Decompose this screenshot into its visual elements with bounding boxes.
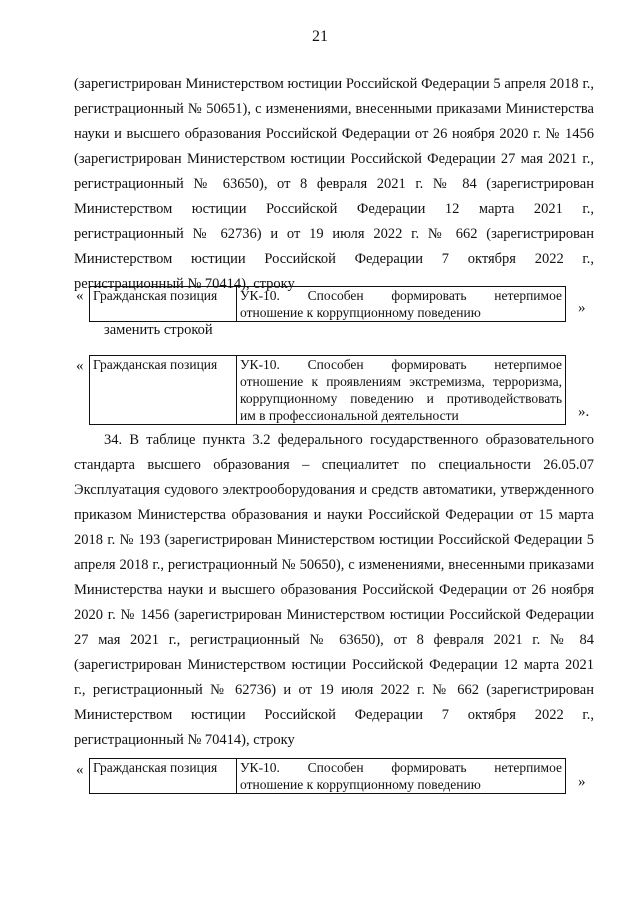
competency-line: отношение к коррупционному поведению	[240, 777, 481, 792]
competency-line: им в профессиональной деятельности	[240, 408, 459, 423]
open-quote: «	[76, 762, 84, 778]
page-number: 21	[312, 28, 328, 45]
paragraph-item-34: 34. В таблице пункта 3.2 федерального государственного образовательного стандарта высшего образования – специалитет по специальности 26.05.07 Эксплуатация судового электрооборудования и средств автоматики, утвержденного приказом Министерства образования и науки Российской Федерации от 15 марта 2018 г. № 193 (зарегистрирован Министерством юстиции Российской Федерации 5 апреля 2018 г., регистрационный № 50650), с изменениями, внесенными приказами Министерства науки и высшего образования Российской Федерации от 26 ноября 2020 г. № 1456 (зарегистрирован Министерством юстиции Российской Федерации 27 мая 2021 г., регистрационный № 63650), от 8 февраля 2021 г. № 84 (зарегистрирован Министерством юстиции Российской Федерации 12 марта 2021 г., регистрационный № 62736) и от 19 июля 2022 г. № 662 (зарегистрирован Министерством юстиции Российской Федерации 7 октября 2022 г., регистрационный № 70414), строку	[74, 432, 594, 748]
competency-line: УК-10. Способен формировать нетерпимое	[240, 357, 562, 372]
table-cell-category: Гражданская позиция	[90, 287, 237, 322]
close-quote: »	[578, 300, 586, 316]
replace-instruction: заменить строкой	[104, 322, 213, 338]
table-row	[90, 287, 566, 322]
competency-line: отношение к коррупционному поведению	[240, 305, 481, 320]
table-cell-category: Гражданская позиция	[90, 759, 237, 794]
competency-line: УК-10. Способен формировать нетерпимое	[240, 288, 562, 303]
new-row-table	[89, 355, 566, 425]
competency-line: коррупционному поведению и противодействовать	[240, 391, 562, 406]
table-cell-competency	[237, 356, 566, 425]
table-row	[90, 759, 566, 794]
competency-line: отношение к проявлениям экстремизма, терроризма,	[240, 374, 562, 389]
replaced-row-table	[89, 758, 566, 794]
close-quote: ».	[578, 404, 590, 420]
open-quote: «	[76, 288, 84, 304]
open-quote: «	[76, 358, 84, 374]
competency-line: УК-10. Способен формировать нетерпимое	[240, 760, 562, 775]
table-cell-competency	[237, 287, 566, 322]
table-cell-competency	[237, 759, 566, 794]
paragraph-amendment-reference: (зарегистрирован Министерством юстиции Российской Федерации 5 апреля 2018 г., регистрационный № 50651), с изменениями, внесенными приказами Министерства науки и высшего образования Российской Федерации от 26 ноября 2020 г. № 1456 (зарегистрирован Министерством юстиции Российской Федерации 27 мая 2021 г., регистрационный № 63650), от 8 февраля 2021 г. № 84 (зарегистрирован Министерством юстиции Российской Федерации 12 марта 2021 г., регистрационный № 62736) и от 19 июля 2022 г. № 662 (зарегистрирован Министерством юстиции Российской Федерации 7 октября 2022 г., регистрационный № 70414), строку	[74, 76, 594, 292]
table-cell-category: Гражданская позиция	[90, 356, 237, 425]
close-quote: »	[578, 774, 586, 790]
replaced-row-table	[89, 286, 566, 322]
table-row	[90, 356, 566, 425]
